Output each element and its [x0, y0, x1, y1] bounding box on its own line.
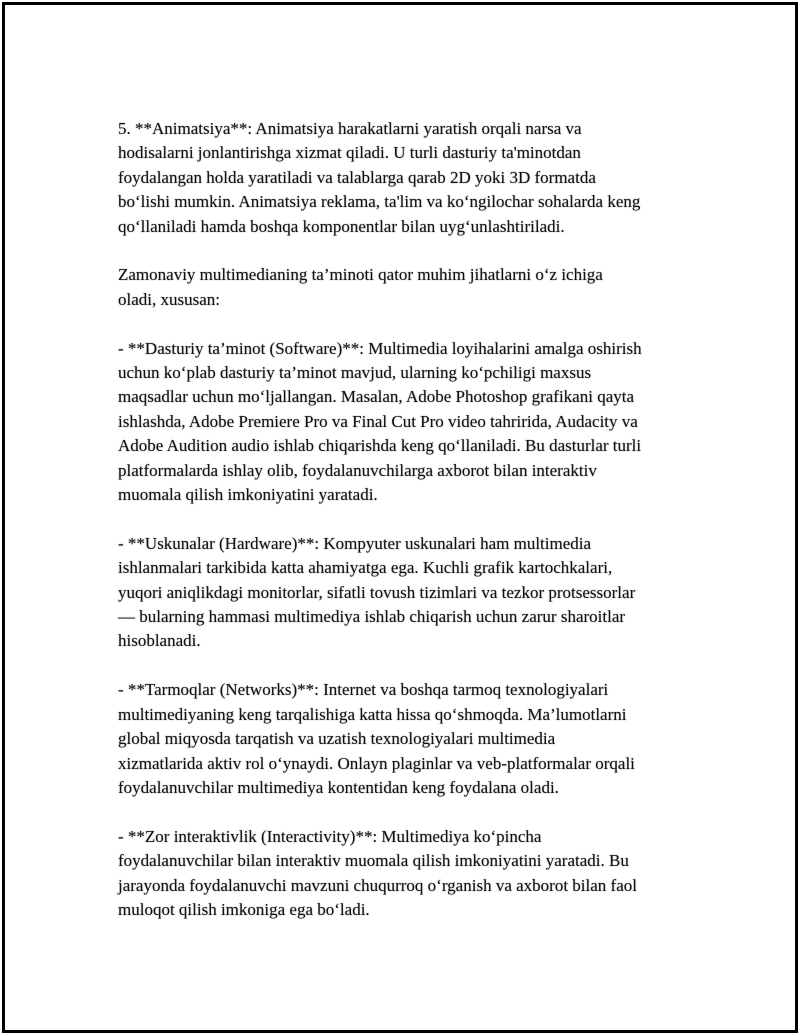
paragraph-tarmoqlar: - **Tarmoqlar (Networks)**: Internet va boshqa tarmoq texnologiyalari multimediyaning keng tarqalishiga katta hissa qo‘shmoqda. Ma’lumotlarni global miqyosda tarqatish va uzatish texnologiyalari multimedia xizmatlarida aktiv rol o‘ynaydi. Onlayn plaginlar va veb-platformalar orqali foydalanuvchilar multimediya kontentidan keng foydalana oladi. [118, 680, 635, 797]
paragraph-dasturiy-taminot: - **Dasturiy ta’minot (Software)**: Multimedia loyihalarini amalga oshirish uchun ko‘plab dasturiy ta’minot mavjud, ularning ko‘pchiligi maxsus maqsadlar uchun mo‘ljallangan. Masalan, Adobe Photoshop grafikani qayta ishlashda, Adobe Premiere Pro va Final Cut Pro video tahririda, Audacity va Adobe Audition audio ishlab chiqarishda keng qo‘llaniladi. Bu dasturlar turli platformalarda ishlay olib, foydalanuvchilarga axborot bilan interaktiv muomala qilish imkoniyatini yaratadi. [118, 338, 642, 505]
paragraph-animatsiya: 5. **Animatsiya**: Animatsiya harakatlarni yaratish orqali narsa va hodisalarni jonlantirishga xizmat qiladi. U turli dasturiy ta'minotdan foydalangan holda yaratiladi va talablarga qarab 2D yoki 3D formatda bo‘lishi mumkin. Animatsiya reklama, ta'lim va ko‘ngilochar sohalarda keng qo‘llaniladi hamda boshqa komponentlar bilan uyg‘unlashtiriladi. [118, 119, 641, 236]
paragraph-zamonaviy-multimedia: Zamonaviy multimedianing ta’minoti qator muhim jihatlarni o‘z ichiga oladi, xususan: [118, 265, 603, 309]
document-body [118, 117, 688, 947]
paragraph-uskunalar: - **Uskunalar (Hardware)**: Kompyuter uskunalari ham multimedia ishlanmalari tarkibida katta ahamiyatga ega. Kuchli grafik kartochkalari, yuqori aniqlikdagi monitorlar, sifatli tovush tizimlari va tezkor protsessorlar — bularning hammasi multimediya ishlab chiqarish uchun zarur sharoitlar hisoblanadi. [118, 533, 636, 651]
paragraph-interaktivlik: - **Zor interaktivlik (Interactivity)**: Multimediya ko‘pincha foydalanuvchilar bilan interaktiv muomala qilish imkoniyatini yaratadi. Bu jarayonda foydalanuvchi mavzuni chuqurroq o‘rganish va axborot bilan faol muloqot qilish imkoniga ega bo‘ladi. [118, 826, 637, 919]
